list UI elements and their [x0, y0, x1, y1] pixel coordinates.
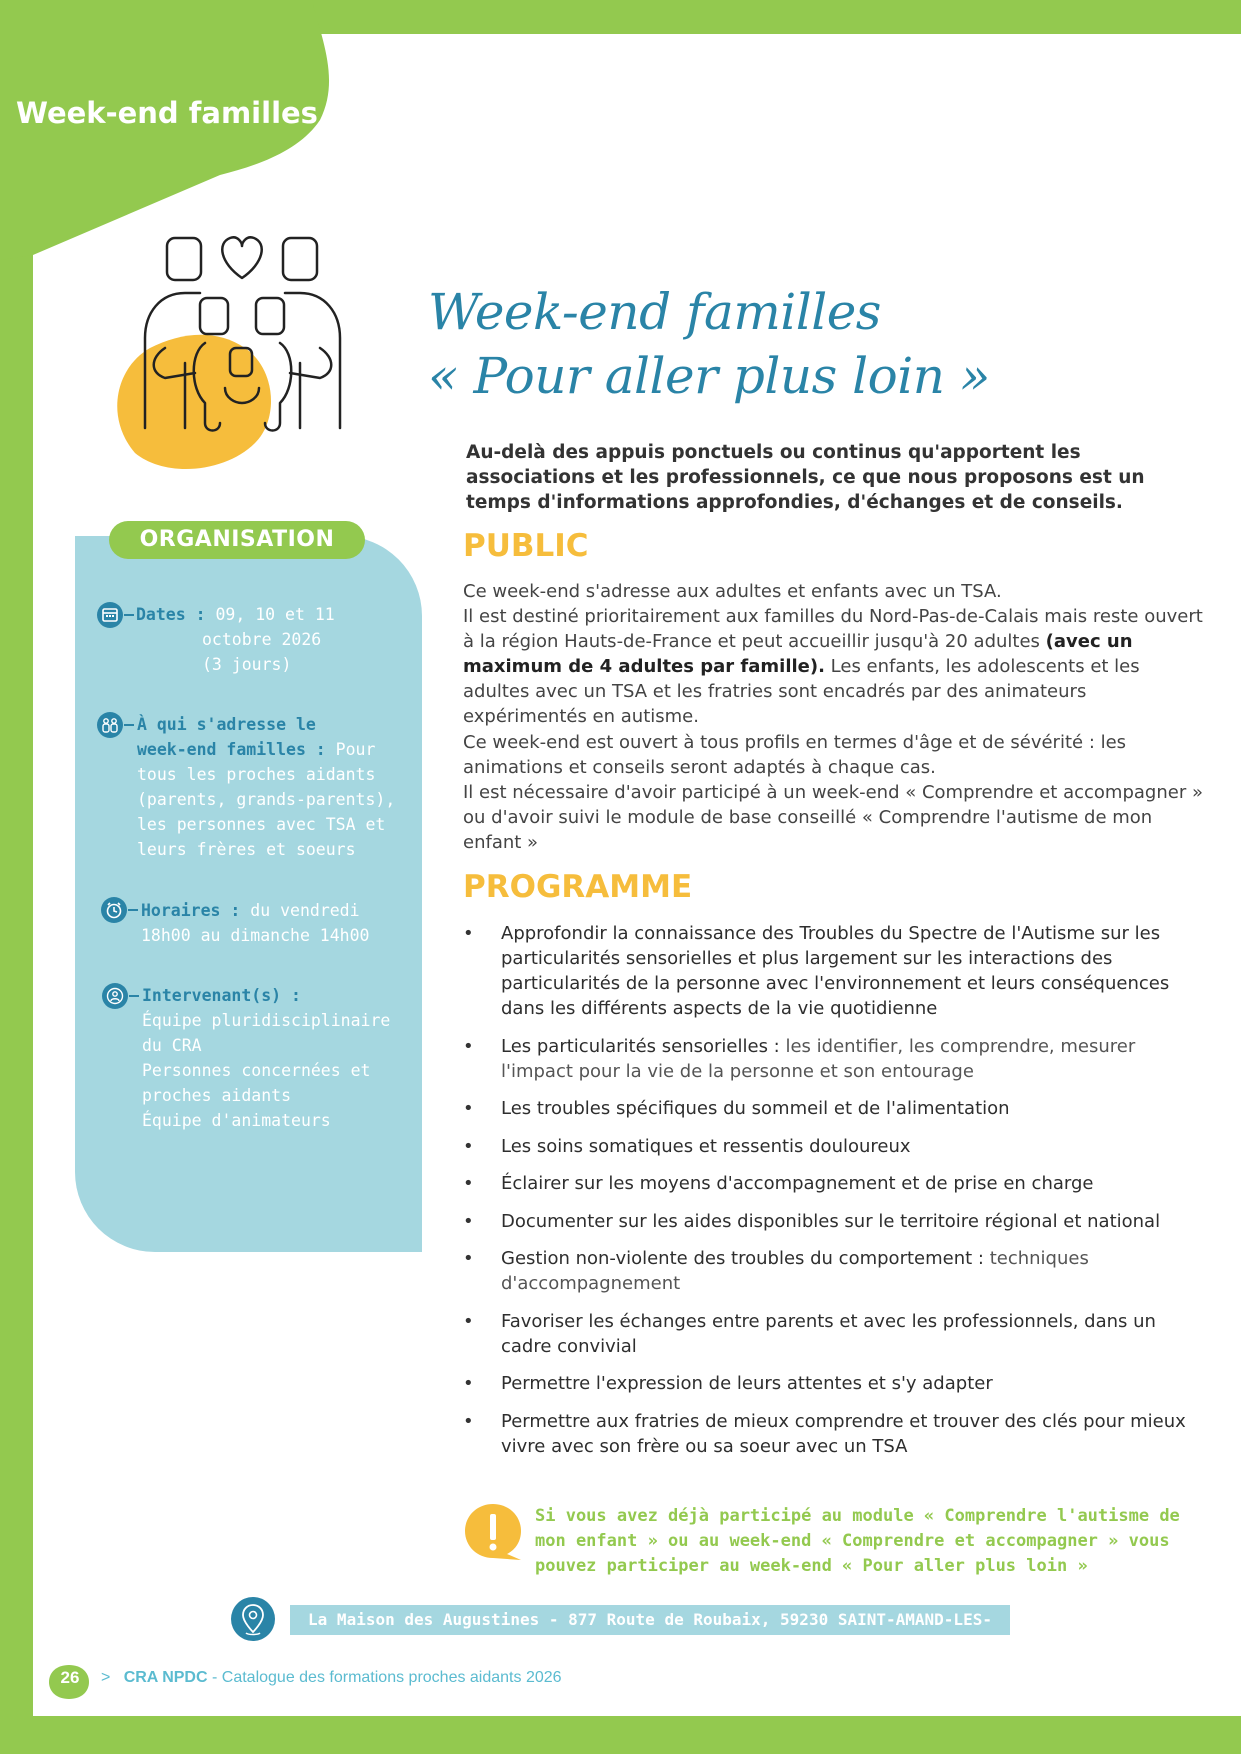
intro-paragraph: Au-delà des appuis ponctuels ou continus qu'apportent les associations et les professionnels, ce que nous proposons est un temps d'informations approfondies, d'échanges et de conseils. [466, 442, 1145, 513]
list-item [463, 1309, 1203, 1359]
exclamation-icon [463, 1502, 525, 1562]
item-text: Les particularités sensorielles : [501, 1035, 786, 1057]
public-paragraph [463, 604, 1203, 729]
speakers-value: Équipe d'animateurs [142, 1111, 331, 1130]
note-text: Si vous avez déjà participé au module « Comprendre l'autisme de mon enfant » ou au week-end « Comprendre et accompagner » vous pouvez participer au week-end « Pour aller plus loin » [535, 1506, 1180, 1576]
list-item [463, 1371, 1203, 1396]
family-illustration [105, 228, 365, 478]
public-paragraph: Ce week-end est ouvert à tous profils en termes d'âge et de sévérité : les animations et conseils seront adaptés à chaque cas. [463, 731, 1127, 778]
public-text-span: Les enfants, les adolescents et les adultes avec un TSA et les fratries sont encadrés par des animateurs expérimentés en autisme. [463, 656, 1140, 728]
item-text: Approfondir la connaissance des Troubles du Spectre de l'Autisme sur les particularités sensorielles et plus largement sur les interactions des particularités de la personne avec l'environnement et leurs conséquences dans les différents aspects de la vie quotidienne [501, 923, 1170, 1019]
public-value: (parents, grands-parents), [137, 790, 396, 809]
footer-separator: > [101, 1669, 111, 1686]
bullet: • [463, 1210, 474, 1232]
public-value: Pour [325, 740, 376, 759]
org-speakers [142, 983, 390, 1133]
bullet: • [463, 1248, 474, 1269]
public-bold-span: (avec un maximum de 4 adultes par famille). [463, 631, 1133, 678]
bullet: • [463, 1135, 474, 1157]
bullet: • [463, 1410, 474, 1432]
list-item [463, 1246, 1203, 1296]
bullet: • [463, 923, 474, 944]
hours-value: 18h00 au dimanche 14h00 [141, 926, 370, 945]
footer-text: - Catalogue des formations proches aidants 2026 [207, 1669, 562, 1686]
org-dates [136, 602, 335, 677]
public-text-span: Il est destiné prioritairement aux familles du Nord-Pas-de-Calais mais reste ouvert à la région Hauts-de-France et peut accueillir jusqu'à 20 adultes [463, 606, 1203, 653]
item-text: Les troubles spécifiques du sommeil et de l'alimentation [501, 1098, 1010, 1119]
list-item [463, 1171, 1203, 1196]
public-label: week-end familles : [137, 740, 326, 759]
dates-value: 09, 10 et 11 [205, 605, 335, 624]
item-text: Documenter sur les aides disponibles sur le territoire régional et national [501, 1210, 1161, 1232]
bullet: • [463, 1098, 474, 1119]
bullet: • [463, 1310, 474, 1332]
footer-brand: CRA NPDC [123, 1669, 208, 1686]
connector-line [128, 909, 138, 911]
dates-value: octobre 2026 [202, 630, 322, 649]
public-text [463, 579, 1203, 855]
item-text: Les soins somatiques et ressentis douloureux [501, 1135, 911, 1157]
speakers-label: Intervenant(s) : [142, 986, 301, 1005]
location-pin-icon [230, 1596, 276, 1642]
speakers-value: Personnes concernées et [142, 1061, 371, 1080]
footer [101, 1669, 562, 1687]
org-public [137, 712, 395, 862]
connector-line [124, 614, 134, 616]
section-corner-shape [0, 0, 340, 260]
clock-icon [101, 897, 127, 923]
bullet: • [463, 1173, 474, 1194]
speakers-value: proches aidants [142, 1086, 292, 1105]
list-item [463, 1096, 1203, 1121]
item-text: Permettre l'expression de leurs attentes et s'y adapter [501, 1373, 993, 1394]
hours-label: Horaires : [141, 901, 241, 920]
title-line-1: Week-end familles [428, 283, 881, 341]
item-text: Gestion non-violente des troubles du comportement : [501, 1248, 990, 1269]
page-title [428, 280, 990, 408]
item-text: Permettre aux fratries de mieux comprendre et trouver des clés pour mieux vivre avec son frère ou sa soeur avec un TSA [501, 1410, 1186, 1457]
public-value: leurs frères et soeurs [137, 840, 356, 859]
public-value: les personnes avec TSA et [137, 815, 386, 834]
bullet: • [463, 1373, 474, 1394]
speakers-value: du CRA [142, 1036, 202, 1055]
item-detail: les identifier, les comprendre, mesurer l'impact pour la vie de la personne et son entourage [501, 1035, 1136, 1082]
list-item [463, 1209, 1203, 1234]
dates-label: Dates : [136, 605, 206, 624]
bullet: • [463, 1035, 474, 1057]
dates-value: (3 jours) [202, 655, 292, 674]
item-detail: techniques d'accompagnement [501, 1248, 1089, 1294]
page-number: 26 [60, 1668, 80, 1687]
list-item [463, 1409, 1203, 1459]
hours-value: du vendredi [240, 901, 360, 920]
section-tab: Week-end familles [16, 96, 318, 130]
public-paragraph: Ce week-end s'adresse aux adultes et enfants avec un TSA. [463, 581, 1002, 602]
public-paragraph: Il est nécessaire d'avoir participé à un week-end « Comprendre et accompagner » ou d'avoir suivi le module de base conseillé « Comprendre l'autisme de mon enfant » [463, 781, 1203, 853]
speakers-value: Équipe pluridisciplinaire [142, 1011, 391, 1030]
organisation-heading: ORGANISATION [109, 521, 365, 559]
connector-line [129, 995, 139, 997]
list-item [463, 1134, 1203, 1159]
public-heading: PUBLIC [463, 528, 589, 564]
person-icon [102, 983, 128, 1009]
public-label: À qui s'adresse le [137, 715, 316, 734]
list-item [463, 1034, 1203, 1084]
item-text: Favoriser les échanges entre parents et avec les professionnels, dans un cadre convivial [501, 1310, 1156, 1357]
public-value: tous les proches aidants [137, 765, 376, 784]
programme-heading: PROGRAMME [463, 869, 693, 905]
address-bar: La Maison des Augustines - 877 Route de Roubaix, 59230 SAINT-AMAND-LES-EAUX [290, 1605, 1010, 1635]
item-text: Éclairer sur les moyens d'accompagnement et de prise en charge [501, 1173, 1094, 1194]
calendar-icon [97, 602, 123, 628]
list-item [463, 921, 1203, 1021]
connector-line [124, 724, 134, 726]
org-hours [141, 898, 369, 948]
programme-list [463, 921, 1203, 1471]
people-icon [97, 712, 123, 738]
title-line-2: « Pour aller plus loin » [428, 347, 990, 405]
